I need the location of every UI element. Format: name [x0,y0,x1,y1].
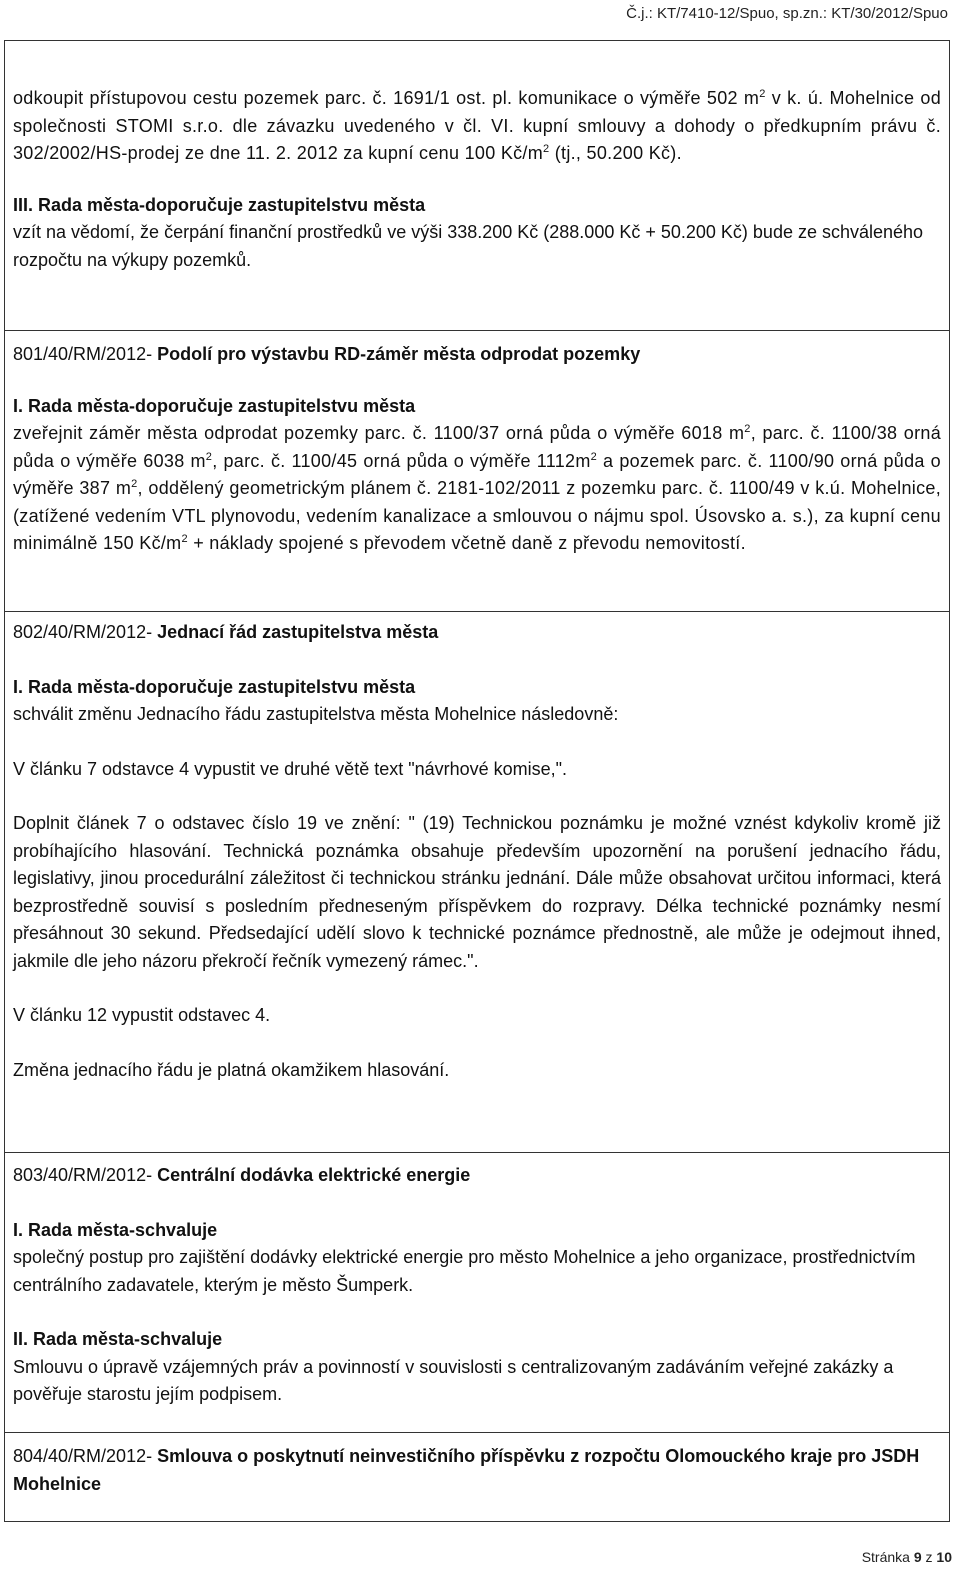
resolution-802-heading: 802/40/RM/2012- Jednací řád zastupitelstva města [13,622,439,642]
resolution-803-i-text: společný postup pro zajištění dodávky elektrické energie pro město Mohelnice a jeho organizace, prostřednictvím centrálního zadavatele, kterým je město Šumperk. [13,1247,916,1295]
resolutions-frame [4,40,950,1522]
resolution-801-heading: 801/40/RM/2012- Podolí pro výstavbu RD-záměr města odprodat pozemky [13,344,641,364]
resolution-802-p3: Doplnit článek 7 o odstavec číslo 19 ve znění: " (19) Technickou poznámku je možné vznést kdykoliv kromě již probíhajícího hlasování. Technická poznámka obsahuje především upozornění na porušení jednacího řádu, legislativy, jinou procedurální záležitost či technickou stránku jednání. Dále může obsahovat určitou informaci, která bezprostředně souvisí s posledním předneseným příspěvkem do rozpravy. Délka technické poznámky nesmí přesáhnout 30 sekund. Předsedající udělí slovo k technické poznámce přednostně, ale může je odejmout ihned, jakmile dle jeho názoru překročí řečník vymezený rámec.". [13,813,941,971]
resolution-803-i-heading: I. Rada města-schvaluje [13,1219,218,1240]
resolution-803-ii-heading: II. Rada města-schvaluje [13,1329,223,1349]
resolution-800-text: odkoupit přístupovou cestu pozemek parc. č. 1691/1 ost. pl. komunikace o výměře 502 $m^2$ v k. ú. Mohelnice od společnosti STOMI s.r.o. dle závazku uvedeného v čl. VI. kupní smlouvy a dohody o předkupním právu č. 302/2002/HS-prodej ze dne 11. 2. 2012 za kupní cenu 100 $Kč/m^2$ (tj., 50.200 Kč). [13,88,942,163]
resolution-800-continuation [5,41,949,331]
resolution-803-heading: 803/40/RM/2012- Centrální dodávka elektrické energie [13,1165,471,1185]
resolution-802-p1: schválit změnu Jednacího řádu zastupitelstva města Mohelnice následovně: [13,704,619,724]
resolution-801 [5,331,949,612]
resolution-802-i-heading: I. Rada města-doporučuje zastupitelstvu města [13,676,416,697]
page-number: Stránka 9 z 10 [861,1549,952,1565]
resolution-803 [5,1153,949,1433]
resolution-801-i-heading: I. Rada města-doporučuje zastupitelstvu města [13,395,416,416]
resolution-802-p5: Změna jednacího řádu je platná okamžikem hlasování. [13,1059,450,1080]
resolution-800-iii-text: vzít na vědomí, že čerpání finanční prostředků ve výši 338.200 Kč (288.000 Kč + 50.200 Kč) bude ze schváleného rozpočtu na výkupy pozemků. [13,222,924,270]
resolution-800-iii-heading: III. Rada města-doporučuje zastupitelstvu města [13,194,426,215]
resolution-802 [5,612,949,1153]
document-reference: Č.j.: KT/7410-12/Spuo, sp.zn.: KT/30/2012/Spuo [626,5,948,22]
resolution-803-ii-text: Smlouvu o úpravě vzájemných práv a povinností v souvislosti s centralizovaným zadáváním veřejné zakázky a pověřuje starostu jejím podpisem. [13,1356,894,1404]
resolution-802-p4: V článku 12 vypustit odstavec 4. [13,1005,271,1025]
resolution-801-i-text: zveřejnit záměr města odprodat pozemky parc. č. 1100/37 orná půda o výměře 6018 $m^2$, parc. č. 1100/38 orná půda o výměře 6038 $m^2$, parc. č. 1100/45 orná půda o výměře $1112m^2$ a pozemek parc. č. 1100/90 orná půda o výměře 387 $m^2$, oddělený geometrickým plánem č. 2181-102/2011 z pozemku parc. č. 1100/49 v k.ú. Mohelnice, (zatížené vedením VTL plynovodu, vedením kanalizace a smlouvou o nájmu spol. Úsovsko a. s.), za kupní cenu minimálně 150 $Kč/m^2$ + náklady spojené s převodem včetně daně z převodu nemovitostí. [13,423,941,553]
resolution-804-heading: 804/40/RM/2012- Smlouva o poskytnutí neinvestičního příspěvku z rozpočtu Olomouckého kraje pro JSDH Mohelnice [13,1446,920,1494]
resolution-804 [5,1433,949,1498]
resolution-802-p2: V článku 7 odstavce 4 vypustit ve druhé větě text "návrhové komise,". [13,758,568,779]
